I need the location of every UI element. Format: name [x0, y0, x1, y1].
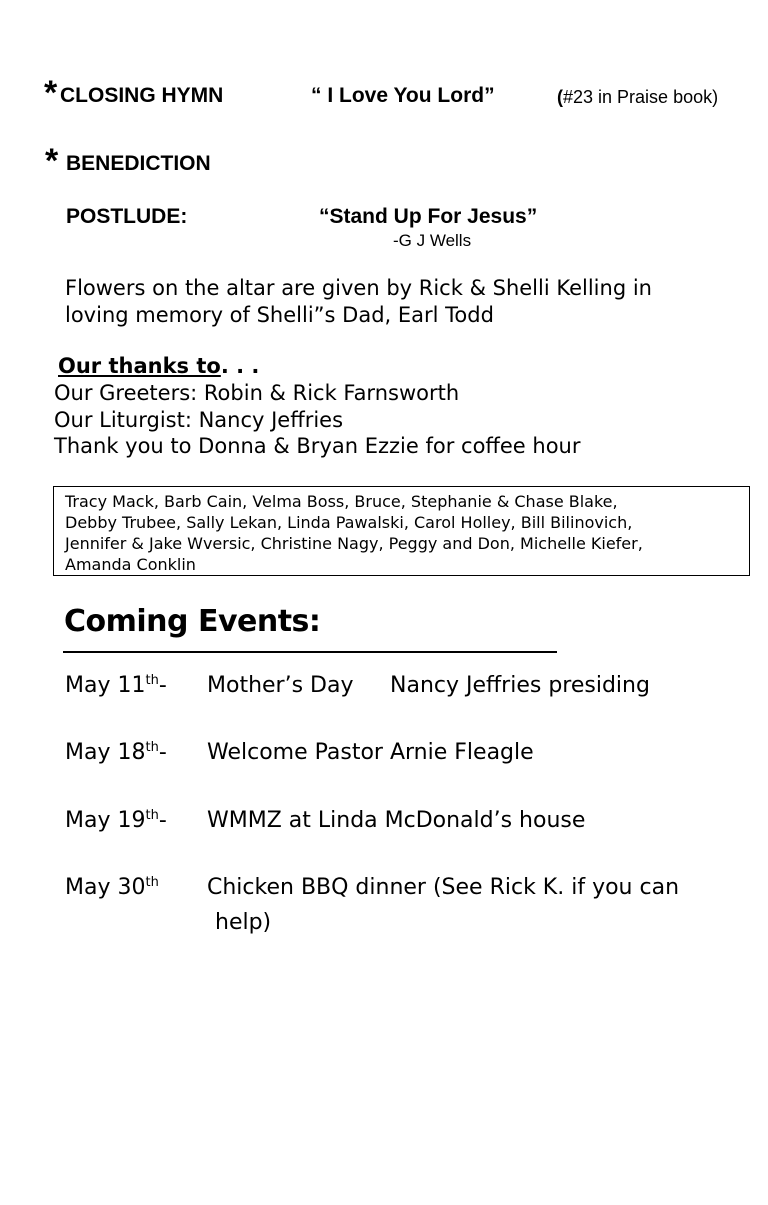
prayer-list-line: Debby Trubee, Sally Lekan, Linda Pawalski, Carol Holley, Bill Bilinovich, [65, 513, 633, 532]
prayer-list-line: Tracy Mack, Barb Cain, Velma Boss, Bruce, Stephanie & Chase Blake, [65, 492, 618, 511]
event-description: Welcome Pastor Arnie Fleagle [207, 740, 534, 765]
benediction-asterisk: * [45, 142, 59, 180]
event-date-text: May 30 [65, 875, 146, 900]
postlude-title: “Stand Up For Jesus” [319, 205, 538, 228]
events-title-rule [63, 651, 557, 653]
thanks-heading-ellipsis: . . . [220, 354, 260, 378]
event-date-dash: - [158, 808, 167, 833]
thanks-liturgist: Our Liturgist: Nancy Jeffries [54, 408, 344, 432]
closing-hymn-note-paren: ( [557, 87, 563, 107]
thanks-heading [58, 354, 259, 378]
closing-hymn-note-text: #23 in Praise book) [563, 87, 719, 107]
event-date [65, 875, 159, 900]
prayer-list-line: Amanda Conklin [65, 555, 196, 574]
closing-hymn-asterisk: * [44, 74, 58, 112]
event-description: Chicken BBQ dinner (See Rick K. if you can [207, 875, 680, 900]
event-date-text: May 18 [65, 740, 146, 765]
closing-hymn-label: CLOSING HYMN [60, 84, 224, 107]
event-date-dash: - [158, 740, 167, 765]
event-date-suffix: th [145, 808, 159, 823]
flowers-line-2: loving memory of Shelli”s Dad, Earl Todd [65, 303, 494, 327]
event-date-suffix: th [145, 740, 159, 755]
event-date-dash: - [158, 673, 167, 698]
event-date-suffix: th [145, 875, 159, 890]
prayer-list-box [53, 486, 750, 576]
event-description-continued: help) [215, 910, 272, 935]
event-date [65, 673, 167, 698]
flowers-line-1: Flowers on the altar are given by Rick & Shelli Kelling in [65, 276, 652, 300]
prayer-list-line: Jennifer & Jake Wversic, Christine Nagy, Peggy and Don, Michelle Kiefer, [65, 534, 643, 553]
events-title: Coming Events: [64, 604, 321, 639]
event-date-suffix: th [145, 673, 159, 688]
event-date [65, 740, 167, 765]
event-date-text: May 11 [65, 673, 146, 698]
thanks-heading-text: Our thanks to [58, 354, 221, 378]
postlude-composer: -G J Wells [393, 231, 472, 250]
thanks-coffee: Thank you to Donna & Bryan Ezzie for coffee hour [54, 434, 581, 458]
closing-hymn-note [557, 87, 718, 108]
event-date [65, 808, 167, 833]
thanks-greeters: Our Greeters: Robin & Rick Farnsworth [54, 381, 460, 405]
event-description: WMMZ at Linda McDonald’s house [207, 808, 586, 833]
closing-hymn-title: “ I Love You Lord” [311, 84, 495, 107]
benediction-label: BENEDICTION [66, 152, 211, 175]
event-description: Mother’s Day [207, 673, 354, 698]
event-date-text: May 19 [65, 808, 146, 833]
postlude-label: POSTLUDE: [66, 205, 188, 228]
event-presider: Nancy Jeffries presiding [390, 673, 650, 698]
